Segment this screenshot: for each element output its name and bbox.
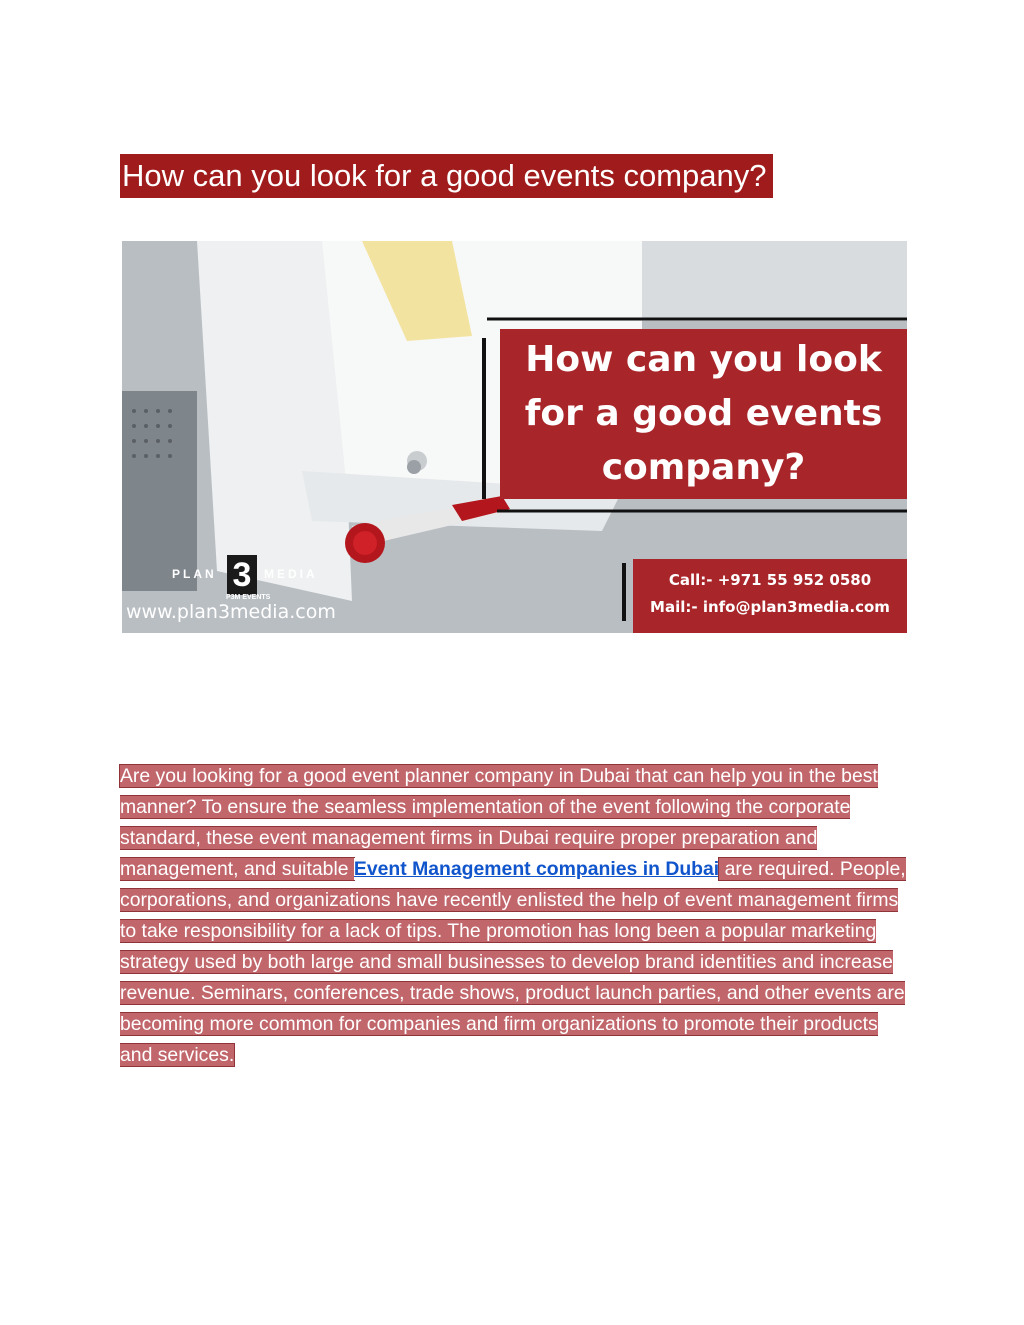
logo-left-text: PLAN — [172, 567, 217, 581]
logo-subtext: P3M EVENTS — [226, 594, 271, 601]
banner-url: www.plan3media.com — [126, 601, 336, 623]
event-management-link[interactable]: Event Management companies in Dubai — [353, 858, 720, 880]
banner-image — [122, 241, 907, 633]
logo-number: 3 — [227, 555, 257, 595]
company-logo — [172, 556, 322, 601]
article-paragraph — [120, 761, 910, 1071]
logo-right-text: MEDIA — [264, 567, 318, 581]
banner-call: Call:- +971 55 952 0580 — [668, 571, 872, 589]
banner-mail: Mail:- info@plan3media.com — [650, 598, 890, 616]
paragraph-text-2: are required. People, corporations, and organizations have recently enlisted the help of event management firms to take responsibility for a lack of tips. The promotion has long been a popular marketing strategy used by both large and small businesses to develop brand identities and increase revenue. Seminars, conferences, trade shows, product launch parties, and other events are becoming more common for companies and firm organizations to promote their products and services. — [120, 858, 906, 1066]
paragraph-text-1: Are you looking for a good event planner company in Dubai that can help you in the best manner? To ensure the seamless implementation of the event following the corporate standard, these event management firms in Dubai require proper preparation and management, and suitable — [120, 765, 878, 880]
banner-contact — [633, 559, 907, 633]
page-title: How can you look for a good events company? — [120, 154, 773, 198]
banner-headline: How can you look for a good events company? — [500, 329, 907, 499]
